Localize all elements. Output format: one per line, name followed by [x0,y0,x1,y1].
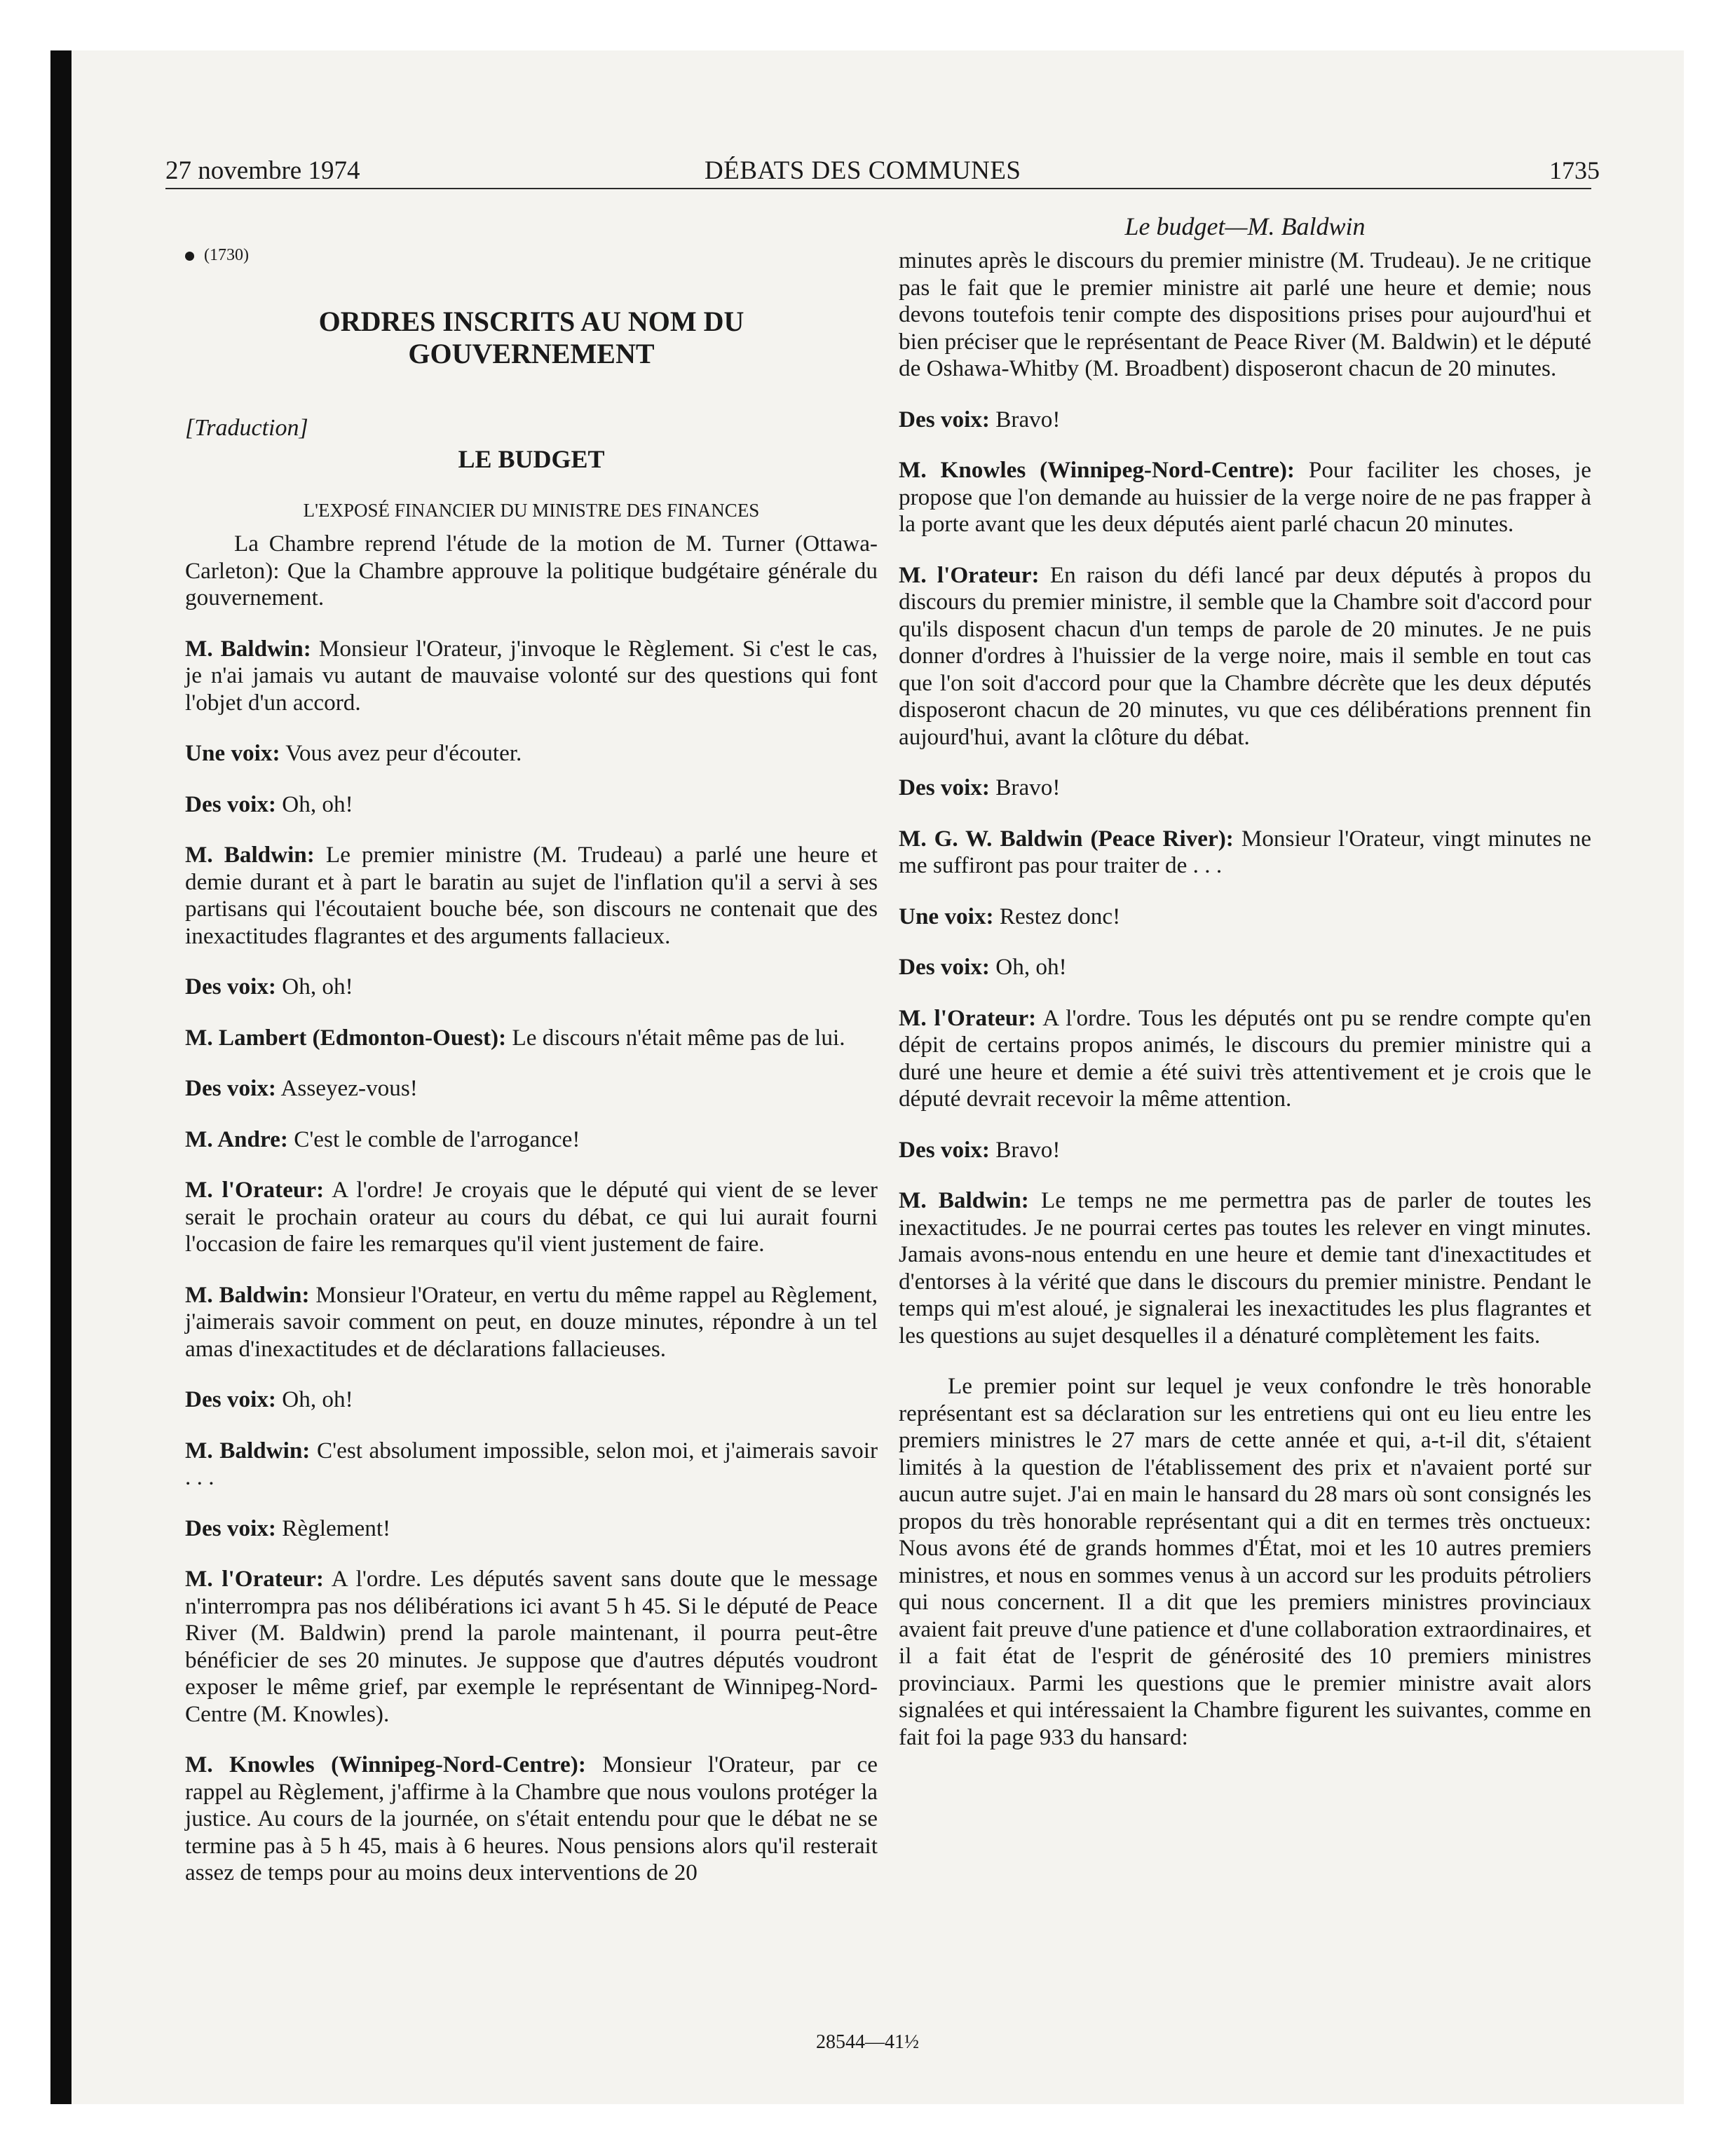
speaker-name: Des voix: [185,974,276,999]
paragraph-text: Monsieur l'Orateur, en vertu du même rappel au Règlement, j'aimerais savoir comment on peut, en douze minutes, répondre à un tel amas d'inexactitudes et de déclarations fallacieuses. [185,1281,878,1362]
paragraph-text: Restez donc! [999,903,1121,929]
paragraph-text: Oh, oh! [995,954,1067,980]
paragraph-text: Bravo! [995,775,1061,800]
budget-title: LE BUDGET [458,445,605,473]
paragraph-text: Oh, oh! [282,791,353,817]
time-marker-text: (1730) [204,246,249,264]
paragraph [899,1187,1591,1349]
paragraph [899,1137,1591,1164]
speaker-name: M. Baldwin: [899,1187,1029,1213]
paragraph [899,954,1591,981]
paragraph-text: C'est absolument impossible, selon moi, et j'aimerais savoir . . . [185,1437,878,1490]
paragraph [185,1438,878,1492]
paragraph [899,903,1591,931]
right-paragraphs [899,247,1591,1751]
speaker-name: M. Baldwin: [185,1281,310,1308]
paragraph-text: Monsieur l'Orateur, vingt minutes ne me suffiront pas pour traiter de . . . [899,825,1592,878]
paragraph [185,1075,878,1103]
paragraph [899,247,1591,383]
translation-note: [Traduction] [185,414,308,441]
speaker-name: Des voix: [899,775,990,800]
paragraph-text: Le temps ne me permettra pas de parler de toutes les inexactitudes. Je ne pourrai certes pas toutes les relever en vingt minutes. Jamais avons-nous entendu en une heure et demie tant d'inexactitudes et d'entorses à la vérité que dans le discours du premier ministre. Pendant le temps qui m'est aloué, je signalerai les inexactitudes les plus flagrantes et les questions au sujet desquelles il a dénaturé complètement les faits. [899,1187,1591,1349]
paragraph-text: A l'ordre. Les députés savent sans doute que le message n'interrompra pas nos délibérations ici avant 5 h 45. Si le député de Peace River (M. Baldwin) prend la parole maintenant, il pourra peut-être bénéficier de ses 20 minutes. Je suppose que d'autres députés voudront exposer le même grief, par exemple le représentant de Winnipeg-Nord-Centre (M. Knowles). [185,1566,878,1727]
paragraph [185,1515,878,1543]
paragraph-text: Oh, oh! [282,974,353,999]
paragraph [185,1126,878,1154]
footer-code: 28544—41½ [816,2031,919,2053]
paragraph [899,775,1591,802]
speaker-name: M. G. W. Baldwin (Peace River): [899,825,1234,852]
budget-subtitle: L'EXPOSÉ FINANCIER DU MINISTRE DES FINANCES [303,499,760,521]
paragraph-text: Asseyez-vous! [280,1075,418,1101]
right-column [899,247,1591,1775]
speaker-name: M. l'Orateur: [899,561,1040,588]
paragraph [185,740,878,767]
running-head: Le budget—M. Baldwin [1124,212,1366,240]
paragraph [185,842,878,950]
speaker-name: Des voix: [899,406,990,432]
bullet-icon [185,252,194,261]
speaker-name: M. Baldwin: [185,842,315,868]
paragraph [185,791,878,819]
speaker-name: M. Baldwin: [185,635,311,662]
paragraph-text: Le premier ministre (M. Trudeau) a parlé une heure et demie durant et à part le baratin au sujet de l'inflation qu'il a servi à ses partisans qui l'écoutaient bouche bée, son discours ne contenait que des inexactitudes flagrantes et des arguments fallacieux. [185,842,878,949]
paragraph-text: En raison du défi lancé par deux députés à propos du discours du premier ministre, il semble que la Chambre soit d'accord pour qu'ils disposent chacun d'un temps de parole de 20 minutes. Je ne puis donner d'ordres à l'huissier de la verge noire, mais il semble en tout cas que l'on soit d'accord pour que la Chambre décrète que les deux députés disposeront chacun de 20 minutes, vu que ces délibérations prennent fin aujourd'hui, avant la clôture du débat. [899,561,1591,750]
paragraph-text: Le discours n'était même pas de lui. [512,1024,845,1051]
speaker-name: Des voix: [899,954,990,980]
paragraph [185,974,878,1001]
left-column [185,242,878,1911]
speaker-name: Une voix: [899,903,994,929]
paragraph [185,531,878,612]
speaker-name: M. l'Orateur: [899,1004,1037,1031]
paragraph [185,1386,878,1414]
left-paragraphs [185,531,878,1887]
paragraph [185,1566,878,1728]
section-title: ORDRES INSCRITS AU NOM DU GOUVERNEMENT [318,305,744,369]
paragraph-text: A l'ordre. Tous les députés ont pu se rendre compte qu'en dépit de certains propos animés, le discours du premier ministre qui a duré une heure et demie a été suivi très attentivement et je crois que le député devrait recevoir la même attention. [899,1004,1591,1112]
speaker-name: Des voix: [185,791,276,817]
speaker-name: M. Lambert (Edmonton-Ouest): [185,1024,507,1051]
speaker-name: Des voix: [185,1075,276,1101]
paragraph-text: C'est le comble de l'arrogance! [294,1126,580,1152]
paragraph [899,1005,1591,1113]
paragraph-text: minutes après le discours du premier ministre (M. Trudeau). Je ne critique pas le fait que le premier ministre ait parlé une heure et demie; nous devons toutefois tenir compte des dispositions prises pour aujourd'hui et bien préciser que le représentant de Peace River (M. Baldwin) et le député de Oshawa-Whitby (M. Broadbent) disposeront chacun de 20 minutes. [899,247,1591,381]
header-title: DÉBATS DES COMMUNES [705,156,1021,185]
time-marker [185,242,878,269]
speaker-name: Une voix: [185,740,280,766]
paragraph [899,1373,1591,1751]
header-rule [165,188,1591,189]
speaker-name: Des voix: [185,1386,276,1412]
paragraph-text: A l'ordre! Je croyais que le député qui vient de se lever serait le prochain orateur au cours du débat, ce qui lui aurait fourni l'occasion de faire les remarques qu'il vient justement de faire. [185,1177,878,1257]
paragraph [185,1177,878,1258]
paragraph-text: Vous avez peur d'écouter. [285,740,522,766]
binding-edge [50,50,72,2104]
paragraph [899,826,1591,880]
speaker-name: M. Knowles (Winnipeg-Nord-Centre): [185,1752,586,1778]
header-page-number: 1735 [1549,156,1600,184]
paragraph-text: Oh, oh! [282,1386,353,1412]
paragraph [185,1752,878,1887]
speaker-name: M. Baldwin: [185,1437,311,1464]
paragraph-text: Monsieur l'Orateur, j'invoque le Règlement. Si c'est le cas, je n'ai jamais vu autant de mauvaise volonté sur des questions qui font l'objet d'un accord. [185,635,878,716]
paragraph [185,1025,878,1052]
speaker-name: M. Knowles (Winnipeg-Nord-Centre): [899,457,1295,483]
speaker-name: M. l'Orateur: [185,1566,324,1592]
speaker-name: Des voix: [899,1136,990,1163]
paragraph-text: Règlement! [282,1515,391,1541]
speaker-name: M. l'Orateur: [185,1177,325,1203]
speaker-name: M. Andre: [185,1126,288,1152]
header-date: 27 novembre 1974 [165,156,360,185]
paragraph-text: Pour faciliter les choses, je propose que l'on demande au huissier de la verge noire de ne pas frapper à la porte avant que les deux députés aient parlé chacun 20 minutes. [899,457,1592,537]
paragraph [185,636,878,717]
paragraph [899,457,1591,538]
paragraph-text: Monsieur l'Orateur, par ce rappel au Règlement, j'affirme à la Chambre que nous voulons protéger la justice. Au cours de la journée, on s'était entendu pour que le débat ne se termine pas à 5 h 45, mais à 6 heures. Nous pensions alors qu'il resterait assez de temps pour au moins deux interventions de 20 [185,1752,878,1885]
paragraph-text: La Chambre reprend l'étude de la motion de M. Turner (Ottawa-Carleton): Que la Chambre approuve la politique budgétaire générale du gouvernement. [185,531,878,610]
paragraph-text: Le premier point sur lequel je veux confondre le très honorable représentant est sa déclaration sur les entretiens qui ont eu lieu entre les premiers ministres le 27 mars de cette année et qui, a-t-il dit, s'étaient limités à la question de l'établissement des prix et n'avaient porté sur aucun autre sujet. J'ai en main le hansard du 28 mars où sont consignés les propos du très honorable représentant qui a dit en termes très onctueux: Nous avons été de grands hommes d'État, moi et les 10 autres premiers ministres, et nous en sommes venus à un accord sur les produits pétroliers qui nous concernent. Il a dit que les premiers ministres provinciaux avaient fait preuve d'une patience et d'une collaboration extraordinaires, et il a fait état de l'esprit de générosité des 10 premiers ministres provinciaux. Parmi les questions que le premier ministre avait alors signalées et qui intéressaient la Chambre figurent les suivantes, comme en fait foi la page 933 du hansard: [899,1373,1591,1750]
paragraph [185,1282,878,1363]
speaker-name: Des voix: [185,1515,276,1541]
paragraph-text: Bravo! [995,406,1061,432]
paragraph [899,562,1591,751]
paragraph [899,407,1591,434]
paragraph-text: Bravo! [995,1136,1061,1163]
